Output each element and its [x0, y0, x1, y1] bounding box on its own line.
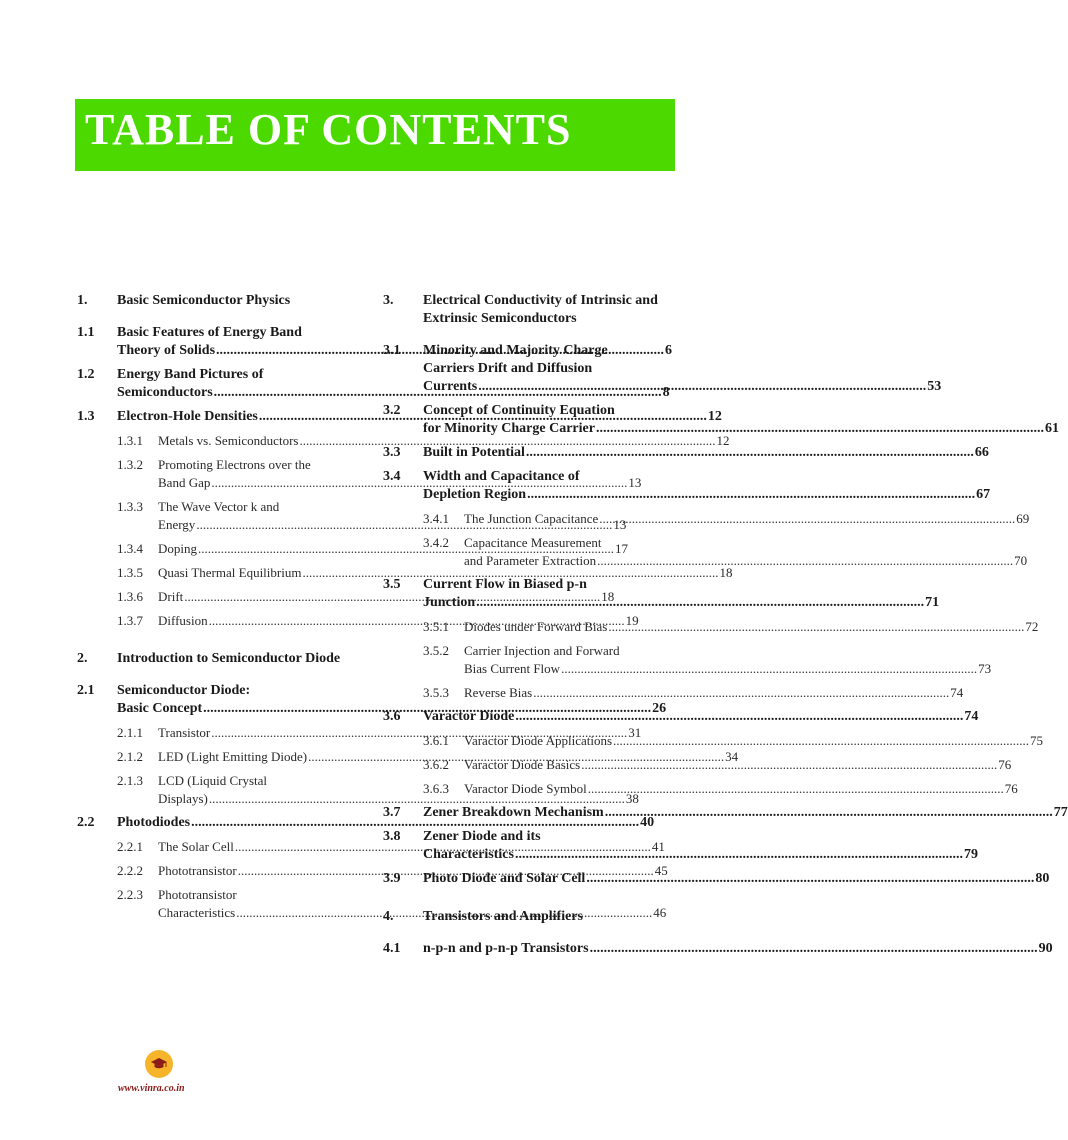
entry-title-line: Zener Diode and its: [423, 829, 541, 844]
page-number: 76: [998, 757, 1012, 772]
entry-title: Zener Breakdown Mechanism: [423, 805, 604, 820]
entry-number: 2.1.1: [117, 725, 143, 740]
dot-leader: [533, 684, 949, 702]
dot-leader: [476, 594, 924, 612]
entry-title: Depletion Region: [423, 487, 527, 502]
entry-title-line: Carrier Injection and Forward: [464, 643, 620, 658]
toc-sub-3-4-2[interactable]: [383, 534, 1028, 570]
chapter-title: Basic Semiconductor Physics: [117, 293, 291, 308]
entry-number: 2.2.1: [117, 839, 143, 854]
dot-leader: [478, 378, 926, 396]
entry-number: 3.6.3: [423, 781, 449, 796]
entry-number: 3.4: [383, 469, 401, 484]
toc-sub-3-5-2[interactable]: [383, 642, 992, 678]
chapter-title: Introduction to Semiconductor Diode: [117, 651, 341, 666]
page-number: 61: [1044, 421, 1059, 436]
page-number: 73: [978, 661, 992, 676]
toc-entry-3-4[interactable]: [383, 468, 991, 504]
entry-number: 3.6.1: [423, 733, 449, 748]
toc-entry-3-1[interactable]: [383, 342, 942, 396]
entry-number: 2.1.2: [117, 749, 143, 764]
entry-title: Theory of Solids: [117, 343, 216, 358]
chapter-number: 4.: [383, 909, 394, 924]
entry-title: for Minority Charge Carrier: [423, 421, 595, 436]
entry-title-line: Basic Features of Energy Band: [117, 325, 302, 340]
entry-title: Metals vs. Semiconductors: [158, 433, 299, 448]
page-number: 76: [1004, 781, 1018, 796]
page-number: 80: [1035, 871, 1050, 886]
dot-leader: [581, 756, 997, 774]
entry-title: Varactor Diode Applications: [464, 733, 613, 748]
dot-leader: [515, 846, 963, 864]
entry-title-line: Phototransistor: [158, 887, 237, 902]
publisher-url[interactable]: www.vinra.co.in: [118, 1083, 185, 1094]
entry-title: LED (Light Emitting Diode): [158, 749, 308, 764]
entry-title-line: Width and Capacitance of: [423, 469, 580, 484]
dot-leader: [608, 618, 1024, 636]
toc-chapter-2[interactable]: [77, 650, 367, 668]
dot-leader: [515, 708, 963, 726]
entry-number: 1.3.7: [117, 613, 143, 628]
page-number: 66: [974, 445, 989, 460]
entry-number: 3.7: [383, 805, 401, 820]
entry-number: 3.4.2: [423, 535, 449, 550]
dot-leader: [590, 940, 1038, 958]
entry-title: Built in Potential: [423, 445, 525, 460]
page-number: 45: [654, 863, 668, 878]
entry-title: Characteristics: [158, 905, 236, 920]
page-number: 79: [963, 847, 978, 862]
entry-title-line: Concept of Continuity Equation: [423, 403, 615, 418]
chapter-title: Electrical Conductivity of Intrinsic and Extrinsic Semiconductors: [423, 293, 658, 326]
dot-leader: [605, 804, 1053, 822]
entry-number: 3.5.3: [423, 685, 449, 700]
toc-sub-1-3-5[interactable]: [77, 564, 733, 582]
entry-number: 3.2: [383, 403, 401, 418]
page-number: 53: [927, 379, 942, 394]
entry-number: 1.3.2: [117, 457, 143, 472]
page-number: 31: [628, 725, 642, 740]
page-number: 69: [1016, 511, 1030, 526]
entry-number: 3.5: [383, 577, 401, 592]
entry-title: Diffusion: [158, 613, 208, 628]
entry-number: 2.2.2: [117, 863, 143, 878]
entry-title: Basic Concept: [117, 701, 203, 716]
dot-leader: [526, 444, 974, 462]
dot-leader: [613, 732, 1029, 750]
toc-sub-3-5-1[interactable]: [383, 618, 1039, 636]
page-number: 12: [716, 433, 730, 448]
entry-title: Quasi Thermal Equilibrium: [158, 565, 302, 580]
toc-entry-4-1[interactable]: [383, 940, 1053, 958]
toc-sub-3-6-1[interactable]: [383, 732, 1044, 750]
entry-title: Currents: [423, 379, 478, 394]
page-number: 8: [662, 385, 670, 400]
page-number: 34: [725, 749, 739, 764]
page-number: 41: [651, 839, 665, 854]
entry-number: 2.2: [77, 815, 95, 830]
toc-chapter-4[interactable]: [383, 908, 676, 926]
entry-title: Drift: [158, 589, 184, 604]
entry-number: 3.8: [383, 829, 401, 844]
entry-number: 1.1: [77, 325, 95, 340]
entry-number: 2.1.3: [117, 773, 143, 788]
entry-title: n-p-n and p-n-p Transistors: [423, 941, 589, 956]
page-number: 26: [652, 701, 667, 716]
entry-number: 4.1: [383, 941, 401, 956]
page-number: 74: [950, 685, 964, 700]
page-number: 13: [613, 517, 627, 532]
entry-title: The Junction Capacitance: [464, 511, 599, 526]
page-number: 17: [615, 541, 628, 556]
entry-title: Characteristics: [423, 847, 514, 862]
dot-leader: [586, 870, 1034, 888]
page-number: 13: [628, 475, 642, 490]
toc-sub-3-5-3[interactable]: [383, 684, 964, 702]
entry-title: Varactor Diode Symbol: [464, 781, 587, 796]
title-banner: [75, 99, 675, 171]
entry-number: 2.1: [77, 683, 95, 698]
entry-title: Semiconductors: [117, 385, 213, 400]
entry-title-line: Carriers Drift and Diffusion: [423, 361, 593, 376]
entry-number: 3.6.2: [423, 757, 449, 772]
entry-number: 1.3.1: [117, 433, 143, 448]
toc-entry-3-7[interactable]: [383, 804, 1068, 822]
entry-title: and Parameter Extraction: [464, 553, 597, 568]
page-title: TABLE OF CONTENTS: [85, 105, 572, 154]
toc-entry-3-8[interactable]: [383, 828, 978, 864]
page-number: 18: [719, 565, 733, 580]
dot-leader: [597, 552, 1013, 570]
page-number: 74: [964, 709, 979, 724]
entry-title: Electron-Hole Densities: [117, 409, 258, 424]
entry-title: Diodes under Forward Bias: [464, 619, 608, 634]
entry-title: Photo Diode and Solar Cell: [423, 871, 586, 886]
toc-sub-3-4-1[interactable]: [383, 510, 1030, 528]
entry-number: 1.3.5: [117, 565, 143, 580]
chapter-number: 1.: [77, 293, 88, 308]
toc-entry-3-9[interactable]: [383, 870, 1050, 888]
dot-leader: [588, 780, 1004, 798]
page-number: 46: [653, 905, 667, 920]
publisher-logo: [145, 1050, 173, 1078]
entry-number: 2.2.3: [117, 887, 143, 902]
page-number: 19: [625, 613, 639, 628]
entry-number: 3.9: [383, 871, 401, 886]
dot-leader: [561, 660, 977, 678]
toc-sub-3-6-3[interactable]: [383, 780, 1018, 798]
entry-title-line: Energy Band Pictures of: [117, 367, 264, 382]
page-number: 67: [976, 487, 991, 502]
page-number: 18: [601, 589, 615, 604]
entry-title: Junction: [423, 595, 476, 610]
graduation-cap-icon: [150, 1055, 168, 1073]
entry-title: Reverse Bias: [464, 685, 533, 700]
page-number: 71: [925, 595, 940, 610]
page-number: 38: [625, 791, 639, 806]
entry-title: Varactor Diode: [423, 709, 515, 724]
entry-number: 3.1: [383, 343, 401, 358]
entry-title-line: LCD (Liquid Crystal: [158, 773, 268, 788]
entry-title: Doping: [158, 541, 197, 556]
toc-sub-1-3-1[interactable]: [77, 432, 730, 450]
entry-title: The Solar Cell: [158, 839, 234, 854]
entry-number: 1.3.4: [117, 541, 143, 556]
entry-title: Varactor Diode Basics: [464, 757, 581, 772]
chapter-title: Transistors and Amplifiers: [423, 909, 583, 924]
page-number: 40: [640, 815, 655, 830]
entry-number: 3.5.1: [423, 619, 449, 634]
entry-title-line: Minority and Majority Charge: [423, 343, 608, 358]
entry-title: Energy: [158, 517, 196, 532]
dot-leader: [527, 486, 975, 504]
entry-title-line: The Wave Vector k and: [158, 499, 280, 514]
entry-title-line: Promoting Electrons over the: [158, 457, 311, 472]
page-number: 75: [1030, 733, 1044, 748]
toc-entry-3-6[interactable]: [383, 708, 979, 726]
page-number: 77: [1053, 805, 1068, 820]
dot-leader: [596, 420, 1044, 438]
entry-number: 1.3.3: [117, 499, 143, 514]
entry-number: 3.6: [383, 709, 401, 724]
entry-number: 3.5.2: [423, 643, 449, 658]
page-number: 90: [1038, 941, 1053, 956]
entry-title-line: Semiconductor Diode:: [117, 683, 251, 698]
entry-title: Transistor: [158, 725, 211, 740]
page-number: 12: [707, 409, 722, 424]
entry-title-line: Current Flow in Biased p-n: [423, 577, 587, 592]
entry-number: 1.2: [77, 367, 95, 382]
dot-leader: [599, 510, 1015, 528]
toc-chapter-1[interactable]: [77, 292, 367, 310]
page-number: 70: [1014, 553, 1028, 568]
page-number: 72: [1025, 619, 1039, 634]
entry-title-line: Capacitance Measurement: [464, 535, 602, 550]
entry-title: Phototransistor: [158, 863, 237, 878]
entry-number: 3.4.1: [423, 511, 449, 526]
entry-title: Photodiodes: [117, 815, 191, 830]
entry-number: 3.3: [383, 445, 401, 460]
toc-chapter-3[interactable]: [383, 292, 676, 328]
entry-title: Band Gap: [158, 475, 211, 490]
toc-entry-3-5[interactable]: [383, 576, 940, 612]
page-number: 6: [665, 343, 673, 358]
entry-title: Displays): [158, 791, 208, 806]
chapter-number: 3.: [383, 293, 394, 308]
toc-entry-3-3[interactable]: [383, 444, 989, 462]
entry-title: Bias Current Flow: [464, 661, 561, 676]
chapter-number: 2.: [77, 651, 88, 666]
toc-entry-2-2[interactable]: [77, 814, 655, 832]
entry-number: 1.3: [77, 409, 95, 424]
entry-number: 1.3.6: [117, 589, 143, 604]
